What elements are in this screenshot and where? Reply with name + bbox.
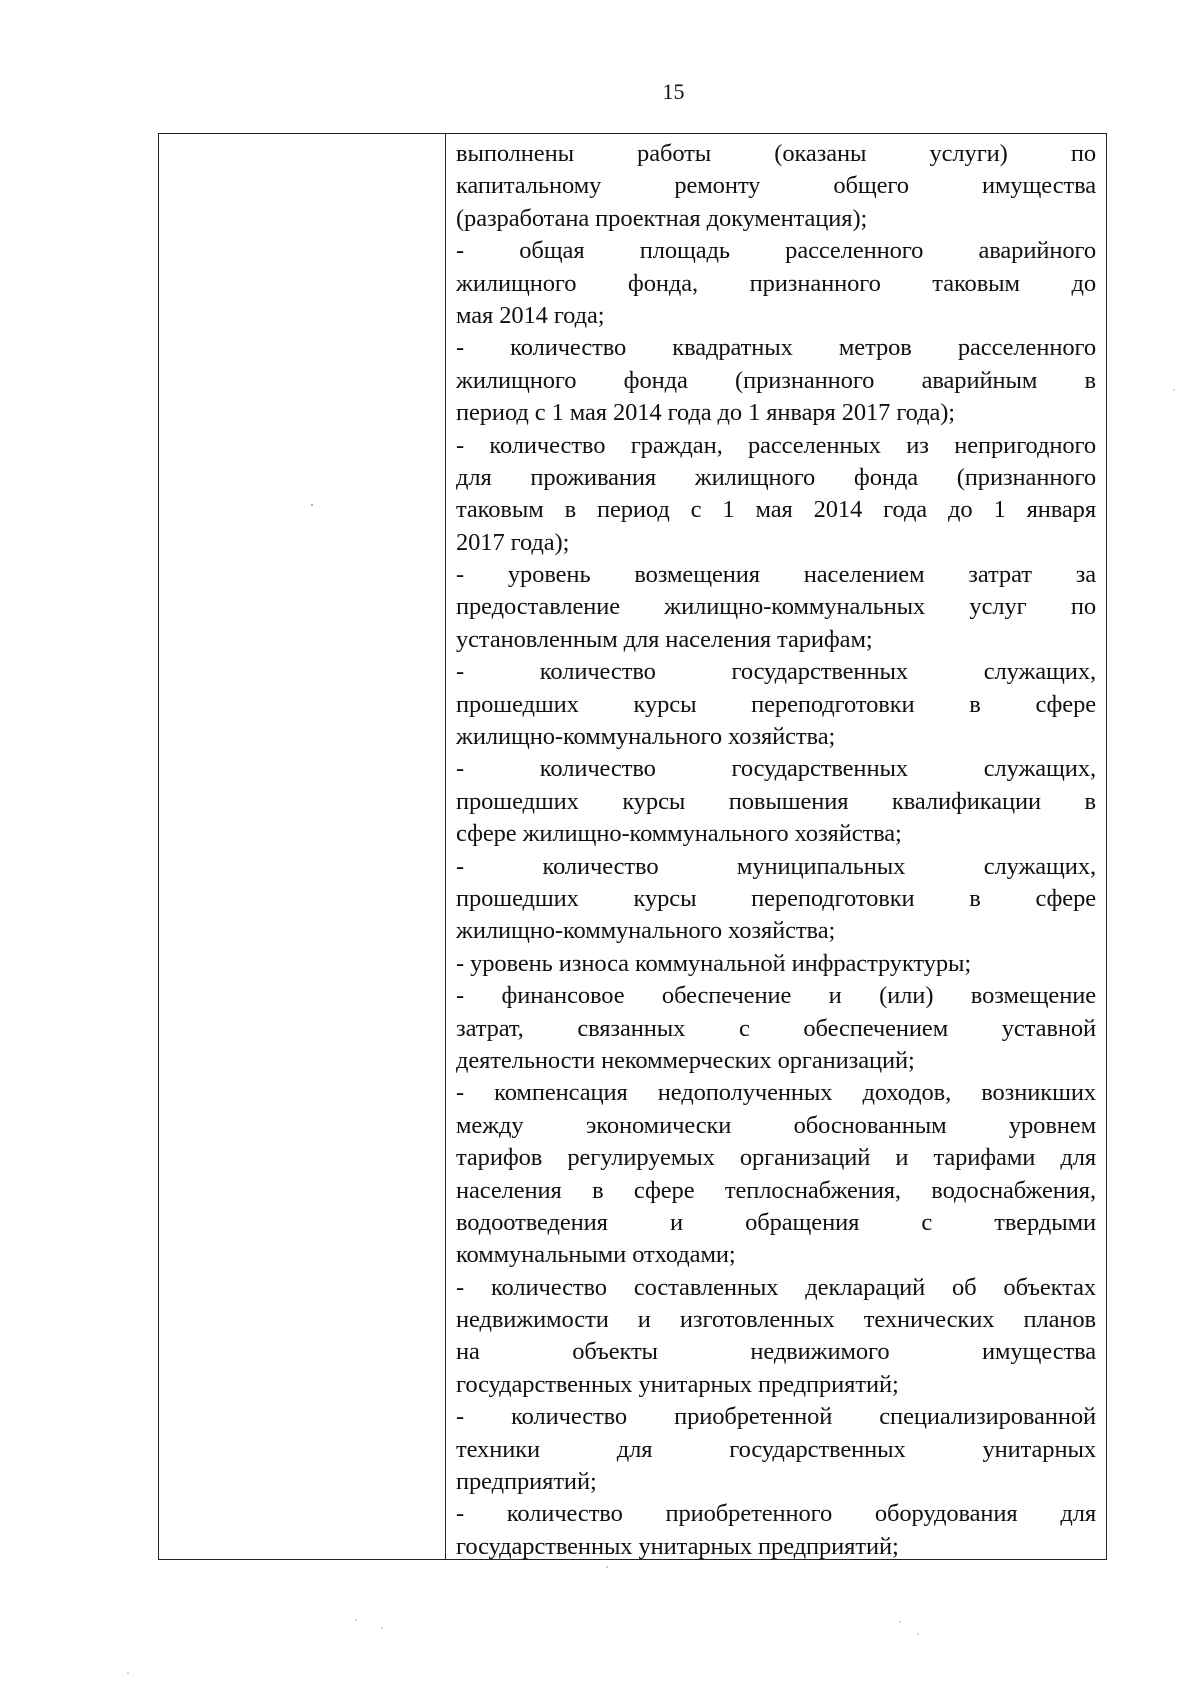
text-line: государственных унитарных предприятий; [456,1532,899,1559]
content-table [158,133,1107,1560]
text-line: сфере жилищно-коммунального хозяйства; [456,820,902,848]
text-line: техники для государственных унитарных [456,1435,1096,1463]
text-line: тарифов регулируемых организаций и тарифами для [456,1144,1096,1172]
text-line: затрат, связанных с обеспечением уставной [456,1014,1096,1042]
text-line: предоставление жилищно-коммунальных услуг по [456,593,1096,621]
text-line: населения в сфере теплоснабжения, водоснабжения, [456,1176,1096,1204]
text-line: - уровень износа коммунальной инфраструктуры; [456,949,972,977]
text-line: таковым в период с 1 мая 2014 года до 1 января [456,496,1096,524]
text-line: прошедших курсы переподготовки в сфере [456,690,1096,718]
text-line: - количество государственных служащих, [456,658,1096,686]
text-line: - количество граждан, расселенных из непригодного [456,431,1096,459]
text-line: - количество приобретенной специализированной [456,1403,1096,1431]
text-line: прошедших курсы повышения квалификации в [456,787,1096,815]
text-line: государственных унитарных предприятий; [456,1370,899,1398]
text-line: - уровень возмещения населением затрат за [456,561,1096,589]
text-line: - количество муниципальных служащих, [456,852,1096,880]
text-line: между экономически обоснованным уровнем [456,1111,1096,1139]
text-line: для проживания жилищного фонда (признанного [456,463,1096,491]
table-left-cell [159,134,446,1559]
text-line: выполнены работы (оказаны услуги) по [456,140,1096,167]
text-line: период с 1 мая 2014 года до 1 января 2017 года); [456,399,956,427]
text-line: предприятий; [456,1468,597,1496]
page-number: 15 [662,79,685,104]
text-line: на объекты недвижимого имущества [456,1338,1096,1366]
text-line: водоотведения и обращения с твердыми [456,1208,1096,1236]
text-line: - финансовое обеспечение и (или) возмещение [456,982,1096,1010]
text-line: жилищного фонда (признанного аварийным в [456,366,1096,394]
text-line: - компенсация недополученных доходов, возникших [456,1079,1096,1107]
text-line: недвижимости и изготовленных технических планов [456,1306,1096,1334]
text-line: - общая площадь расселенного аварийного [456,237,1096,265]
text-line: жилищно-коммунального хозяйства; [456,917,836,945]
text-line: установленным для населения тарифам; [456,625,873,653]
text-line: - количество государственных служащих, [456,755,1096,783]
text-line: коммунальными отходами; [456,1241,736,1269]
text-line: мая 2014 года; [456,301,605,329]
text-line: жилищно-коммунального хозяйства; [456,723,836,751]
text-line: - количество квадратных метров расселенного [456,334,1096,362]
table-right-cell [446,134,1106,1559]
text-line: деятельности некоммерческих организаций; [456,1046,915,1074]
text-line: (разработана проектная документация); [456,204,868,232]
text-line: жилищного фонда, признанного таковым до [456,269,1096,297]
text-line: - количество составленных деклараций об объектах [456,1273,1096,1301]
text-line: капитальному ремонту общего имущества [456,172,1096,200]
text-line: - количество приобретенного оборудования для [456,1500,1096,1528]
text-line: прошедших курсы переподготовки в сфере [456,884,1096,912]
text-line: 2017 года); [456,528,570,556]
